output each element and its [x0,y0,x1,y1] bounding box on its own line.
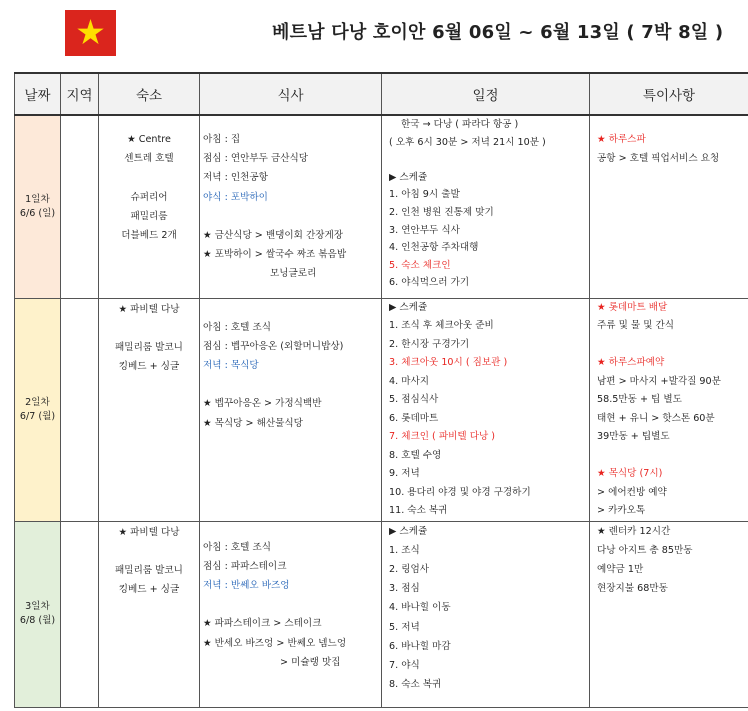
note-line: > 에어컨방 예약 [597,486,667,498]
schedule-line: ( 오후 6시 30분 > 저녁 21시 10분 ) [389,136,546,148]
meal-line: ★ 목식당 > 해산물식당 [203,417,303,429]
meals-cell [200,115,382,298]
schedule-cell [382,298,590,521]
schedule-line: 5. 숙소 체크인 [389,259,451,271]
schedule-line [389,151,589,169]
meal-line [203,595,381,614]
schedule-line: 7. 야식 [389,659,420,671]
meal-line: 아침 : 호텔 조식 [203,321,271,333]
hotel-line: 킹베드 + 싱글 [118,584,180,596]
meal-line [203,207,381,226]
day-date: 6/7 (월) [19,410,56,422]
schedule-line: 1. 조식 후 체크아웃 준비 [389,320,494,331]
day-date: 6/8 (월) [19,615,56,626]
schedule-cell [382,115,590,298]
column-header-schedule: 일정 [382,73,590,115]
schedule-line: 11. 숙소 복귀 [389,505,448,516]
hotel-line [99,542,199,561]
note-line: ★ 롯데마트 배달 [597,301,668,313]
meal-line: 야식 : 포박하이 [203,191,268,203]
hotel-cell [99,521,200,707]
day-label: 1일차 [25,193,50,205]
meal-line: 저녁 : 인천공항 [203,172,268,184]
schedule-cell [382,521,590,707]
itinerary-table [14,72,748,708]
day-cell [15,298,61,521]
schedule-line: 8. 숙소 복귀 [389,679,442,691]
note-line: > 카카오톡 [597,505,646,516]
meal-line: 모닝글로리 [270,268,317,280]
column-header-meals: 식사 [200,73,382,115]
meal-line: 저녁 : 반쎄오 바즈엉 [203,579,290,591]
schedule-line: 3. 연안부두 식사 [389,224,460,236]
flag-star-icon [65,10,116,56]
note-line: ★ 렌터카 12시간 [597,525,671,537]
hotel-line [99,168,199,187]
schedule-line: 6. 야식먹으러 가기 [389,277,470,289]
meal-line: ★ 반세오 바즈엉 > 반쎄오 넴느엉 [203,637,347,649]
vietnam-flag [65,10,116,56]
note-line: 예약금 1만 [597,563,644,575]
schedule-line: ▶ 스케쥴 [389,171,428,183]
schedule-line: 4. 바나힐 이동 [389,602,451,614]
schedule-line: 10. 용다리 야경 및 야경 구경하기 [389,486,531,498]
table-row [15,115,748,298]
note-line: 주류 및 물 및 간식 [597,320,675,331]
hotel-cell [99,115,200,298]
note-line: 공항 > 호텔 픽업서비스 요청 [597,153,720,165]
meal-line: 아침 : 호텔 조식 [203,541,271,553]
hotel-line: ★ 파비텔 다낭 [118,303,180,315]
notes-cell [590,298,748,521]
schedule-line: 5. 저녁 [389,621,420,633]
note-line: ★ 하루스파예약 [597,357,665,368]
note-line [597,447,748,466]
note-line [597,336,748,355]
column-header-region: 지역 [61,73,99,115]
meals-cell [200,521,382,707]
note-line: 태현 + 유니 > 핫스톤 60분 [597,412,715,424]
hotel-line: 패밀리룸 [130,210,168,222]
hotel-line: 센트레 호텔 [124,153,174,165]
day-label: 3일차 [25,601,50,612]
schedule-line: 1. 조식 [389,544,420,556]
meal-line [203,375,381,394]
region-cell [61,521,99,707]
hotel-line: 킹베드 + 싱글 [118,361,180,373]
schedule-line: ▶ 스케쥴 [389,301,428,313]
meal-line: > 미슐랭 맛집 [280,656,341,668]
meal-line: ★ 금산식당 > 밴댕이회 간장게장 [203,230,344,242]
hotel-line: 슈퍼리어 [130,191,168,203]
hotel-line: ★ Centre [127,134,171,145]
note-line: ★ 목식당 (7시) [597,468,663,479]
schedule-line: 6. 바나힐 마감 [389,640,451,652]
schedule-line: ▶ 스케쥴 [389,525,428,537]
day-cell [15,521,61,707]
meal-line: 점심 : 벱꾸아응온 (외할머니밥상) [203,340,344,352]
meal-line: ★ 파파스테이크 > 스테이크 [203,618,322,630]
note-line: 남편 > 마사지 +발각질 90분 [597,375,721,387]
hotel-cell [99,298,200,521]
table-header-row [15,73,748,115]
notes-cell [590,115,748,298]
region-cell [61,298,99,521]
hotel-line: ★ 파비텔 다낭 [118,526,180,538]
day-cell [15,115,61,298]
schedule-line: 3. 점심 [389,583,420,595]
schedule-line: 8. 호텔 수영 [389,449,442,461]
hotel-line [99,319,199,338]
schedule-line: 4. 마사지 [389,375,430,387]
column-header-date: 날짜 [15,73,61,115]
day-label: 2일차 [25,396,50,408]
meal-line: 저녁 : 목식당 [203,359,259,371]
schedule-line: 7. 체크인 ( 파비텔 다낭 ) [389,431,496,442]
schedule-line: 1. 아침 9시 출발 [389,189,460,201]
hotel-line: 패밀리룸 발코니 [115,564,183,576]
hotel-line: 패밀리룸 발코니 [115,341,183,353]
meal-line: ★ 벱꾸아응온 > 가정식백반 [203,398,322,410]
meal-line: 점심 : 연안부두 금산식당 [203,153,309,165]
schedule-line: 2. 한시장 구경가기 [389,338,470,350]
schedule-line: 5. 점심식사 [389,394,439,405]
meals-cell [200,298,382,521]
column-header-notes: 특이사항 [590,73,748,115]
meal-line: ★ 포박하이 > 쌀국수 짜조 볶음밥 [203,249,347,261]
schedule-line: 2. 링엄사 [389,563,430,575]
table-row [15,298,748,521]
note-line: ★ 하루스파 [597,134,646,145]
table-row [15,521,748,707]
schedule-line: 6. 롯데마트 [389,412,439,424]
region-cell [61,115,99,298]
schedule-line: 3. 체크아웃 10시 ( 짐보관 ) [389,357,508,368]
schedule-line: 2. 인천 병원 진통제 맞기 [389,206,494,218]
column-header-hotel: 숙소 [99,73,200,115]
day-date: 6/6 (일) [19,207,56,219]
notes-cell [590,521,748,707]
schedule-line: 4. 인천공항 주차대행 [389,242,479,254]
meal-line: 점심 : 파파스테이크 [203,560,287,572]
page-title: 베트남 다낭 호이안 6월 06일 ~ 6월 13일 ( 7박 8일 ) [272,22,724,43]
schedule-line: 한국 → 다낭 ( 파라다 항공 ) [401,119,519,130]
note-line: 58.5만동 + 팁 별도 [597,394,682,405]
note-line: 현장지불 68만동 [597,583,668,595]
meal-line: 아침 : 집 [203,134,241,145]
note-line: 39만동 + 팁별도 [597,431,670,442]
note-line: 다낭 아지트 총 85만동 [597,544,693,556]
schedule-line: 9. 저녁 [389,468,420,479]
hotel-line: 더블베드 2개 [121,230,177,242]
